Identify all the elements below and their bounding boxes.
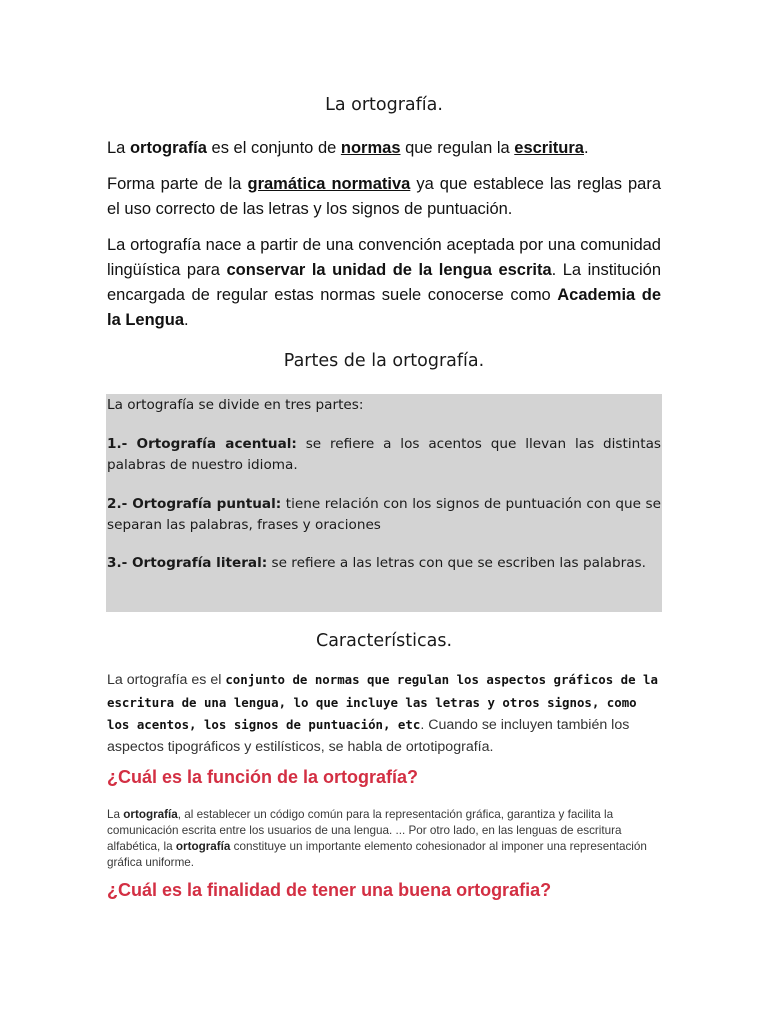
item-text: se refiere a las letras con que se escriben las palabras. bbox=[267, 555, 646, 571]
underlined-term: normas bbox=[340, 139, 401, 157]
bold-term: ortografía bbox=[123, 808, 178, 821]
box-item-acentual bbox=[107, 434, 661, 476]
text-run: La bbox=[107, 808, 124, 821]
bold-term: ortografía bbox=[129, 139, 207, 157]
bold-term: ortografía bbox=[175, 840, 231, 853]
text-run: La ortografía es el bbox=[107, 672, 226, 688]
text-run: Forma parte de la bbox=[107, 175, 248, 193]
text-run: ya que establece las reglas para el uso correcto de las letras y los signos de puntuación. bbox=[107, 175, 662, 218]
paragraph-grammar bbox=[107, 172, 661, 222]
text-run: . bbox=[184, 311, 189, 329]
paragraph-definition bbox=[107, 136, 661, 161]
text-run: . bbox=[583, 139, 589, 157]
text-run: La ortografía nace a partir de una convención aceptada por una comunidad lingüística para bbox=[107, 236, 661, 279]
box-item-literal bbox=[107, 553, 661, 574]
box-item-puntual bbox=[107, 494, 661, 536]
paragraph-characteristics bbox=[107, 669, 661, 759]
item-label: 2.- Ortografía puntual: bbox=[107, 496, 282, 512]
question-purpose: ¿Cuál es la finalidad de tener una buena ortografia? bbox=[107, 880, 552, 900]
text-run: La bbox=[107, 139, 130, 157]
text-run: es el conjunto de bbox=[206, 139, 341, 157]
bold-term: Academia de la Lengua bbox=[107, 286, 662, 329]
item-label: 3.- Ortografía literal: bbox=[107, 555, 268, 571]
heading-partes: Partes de la ortografía. bbox=[283, 351, 485, 371]
bold-term: conjunto de normas que regulan los aspectos gráficos de la escritura de una lengua, lo que incluye las letras y otros signos, como los acentos, los signos de puntuación, etc bbox=[107, 672, 658, 733]
parts-box bbox=[106, 394, 662, 612]
page-title: La ortografía. bbox=[325, 95, 443, 115]
text-run: . La institución encargada de regular estas normas suele conocerse como bbox=[107, 261, 661, 304]
underlined-term: escritura bbox=[514, 139, 584, 157]
bold-term: conservar la unidad de la lengua escrita bbox=[226, 261, 552, 279]
item-text: tiene relación con los signos de puntuación con que se separan las palabras, frases y oraciones bbox=[107, 496, 661, 533]
text-run: , al establecer un código común para la representación gráfica, garantiza y facilita la comunicación escrita entre los usuarios de una lengua. ... Por otro lado, en las lenguas de escritura alfabética, la bbox=[107, 808, 622, 853]
text-run: . Cuando se incluyen también los aspectos tipográficos y estilísticos, se habla de ortotipografía. bbox=[107, 717, 630, 756]
heading-caracteristicas: Características. bbox=[315, 631, 453, 651]
underlined-term: gramática normativa bbox=[247, 175, 411, 193]
paragraph-function bbox=[107, 807, 661, 871]
question-function: ¿Cuál es la función de la ortografía? bbox=[107, 767, 419, 787]
paragraph-convention bbox=[107, 233, 661, 333]
text-run: constituye un importante elemento cohesionador al imponer una representación gráfica uniforme. bbox=[107, 840, 647, 869]
item-text: se refiere a los acentos que llevan las distintas palabras de nuestro idioma. bbox=[107, 436, 661, 473]
box-intro: La ortografía se divide en tres partes: bbox=[107, 397, 364, 413]
text-run: que regulan la bbox=[400, 139, 515, 157]
item-label: 1.- Ortografía acentual: bbox=[107, 436, 297, 452]
